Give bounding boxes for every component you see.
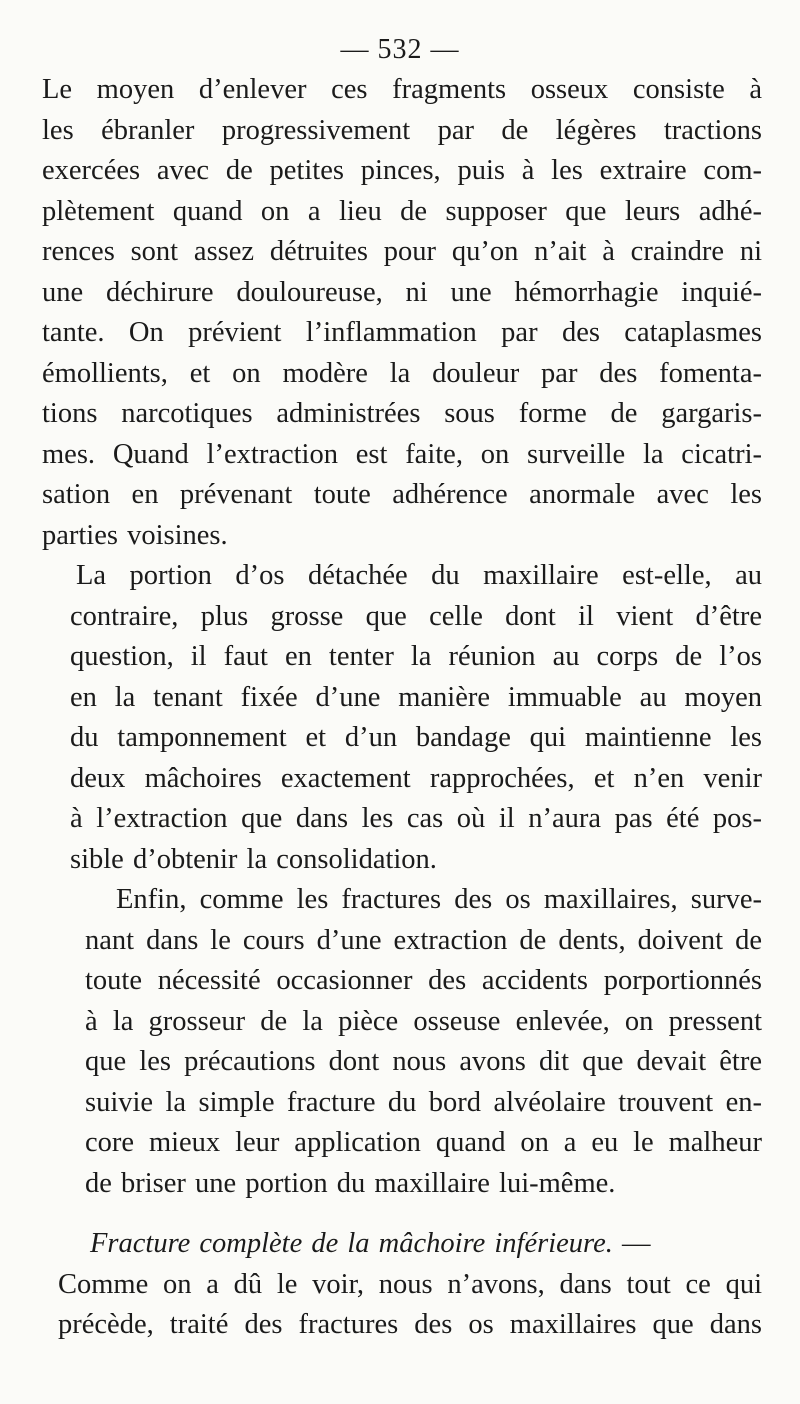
text-line: tions narcotiques administrées sous forme de gargaris- [42, 398, 762, 429]
text-line: à la grosseur de la pièce osseuse enlevée, on pressent [85, 1005, 762, 1037]
text-line: émollients, et on modère la douleur par des fomenta- [42, 357, 762, 389]
text-line: La portion d’os détachée du maxillaire est-elle, au [76, 560, 762, 591]
text-line: parties voisines. [42, 519, 228, 551]
text-line: question, il faut en tenter la réunion au corps de l’os [70, 641, 762, 672]
text-line: de briser une portion du maxillaire lui-même. [85, 1167, 616, 1199]
text-line: les ébranler progressivement par de légères tractions [42, 114, 762, 146]
text-line: nant dans le cours d’une extraction de dents, doivent de [85, 924, 762, 956]
text-line: Le moyen d’enlever ces fragments osseux consiste à [42, 74, 762, 105]
paragraph-3 [42, 880, 762, 1204]
text-line: sation en prévenant toute adhérence anormale avec les [42, 479, 762, 510]
text-line: mes. Quand l’extraction est faite, on surveille la cicatri- [42, 438, 762, 470]
heading-line [42, 1224, 762, 1265]
text-line: à l’extraction que dans les cas où il n’aura pas été pos- [70, 803, 762, 834]
section-gap [42, 1204, 762, 1216]
text-line: Enfin, comme les fractures des os maxillaires, surve- [116, 884, 762, 915]
text-line: rences sont assez détruites pour qu’on n’ait à craindre ni [42, 236, 762, 267]
text-line: précède, traité des fractures des os maxillaires que dans [58, 1309, 762, 1340]
text-line: que les précautions dont nous avons dit que devait être [85, 1046, 762, 1077]
text-line: suivie la simple fracture du bord alvéolaire trouvent en- [85, 1086, 762, 1118]
text-line: toute nécessité occasionner des accidents porportionnés [85, 965, 762, 996]
text-line: tante. On prévient l’inflammation par des cataplasmes [42, 317, 762, 348]
paragraph-2 [42, 556, 762, 880]
page-number: — 532 — [340, 34, 460, 65]
text-line: plètement quand on a lieu de supposer que leurs adhé- [42, 195, 762, 227]
heading-dash: — [612, 1228, 651, 1259]
section-heading [42, 1224, 762, 1346]
text-line: contraire, plus grosse que celle dont il vient d’être [70, 600, 762, 632]
text-line: sible d’obtenir la consolidation. [70, 843, 437, 875]
text-line: Comme on a dû le voir, nous n’avons, dans tout ce qui [58, 1268, 762, 1300]
text-line: du tamponnement et d’un bandage qui maintienne les [70, 722, 762, 753]
text-line: en la tenant fixée d’une manière immuable au moyen [70, 681, 762, 713]
text-line: core mieux leur application quand on a eu le malheur [85, 1127, 762, 1158]
heading-title: Fracture complète de la mâchoire inférieure. [90, 1228, 613, 1259]
body-text [42, 70, 762, 1346]
text-line: exercées avec de petites pinces, puis à les extraire com- [42, 155, 762, 186]
text-line: deux mâchoires exactement rapprochées, et n’en venir [70, 762, 762, 794]
paragraph-1 [42, 70, 762, 556]
text-line: une déchirure douloureuse, ni une hémorrhagie inquié- [42, 276, 762, 308]
